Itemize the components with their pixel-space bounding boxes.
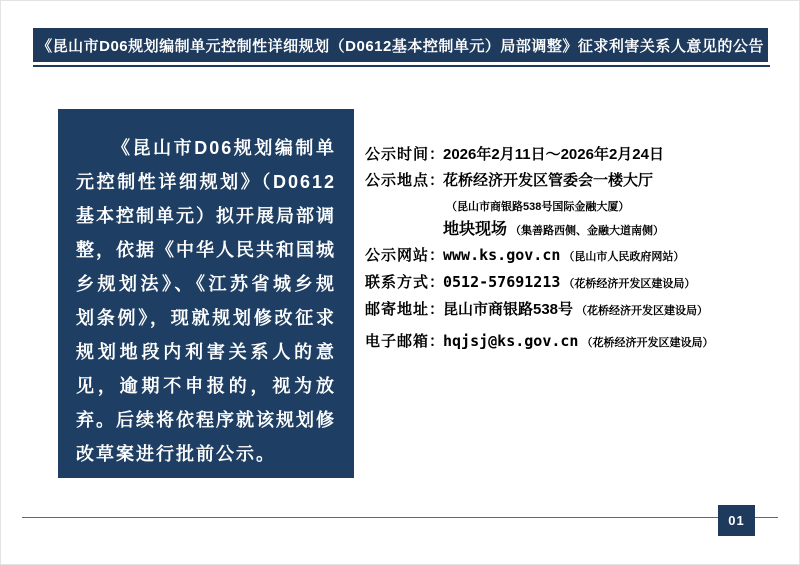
detail-row-email (365, 330, 713, 351)
site-note: （集善路西侧、金融大道南侧） (510, 225, 665, 237)
website-label: 公示网站： (365, 247, 446, 264)
location-label: 公示地点： (365, 172, 446, 189)
time-label: 公示时间： (365, 146, 446, 163)
page-number: 01 (728, 513, 745, 528)
email-note: （花桥经济开发区建设局） (581, 337, 714, 349)
mail-address-label: 邮寄地址： (365, 301, 446, 318)
website-note: （昆山市人民政府网站） (563, 251, 685, 263)
detail-row-mail-address (365, 298, 708, 319)
detail-row-time (365, 143, 664, 164)
announcement-title-bar (33, 28, 768, 62)
title-underline (33, 65, 770, 67)
detail-row-phone (365, 271, 695, 292)
footer-divider-line (22, 517, 778, 518)
mail-address-note: （花桥经济开发区建设局） (576, 305, 709, 317)
location-value: 花桥经济开发区管委会一楼大厅 (443, 172, 654, 189)
phone-note: （花桥经济开发区建设局） (563, 278, 696, 290)
phone-label: 联系方式： (365, 274, 446, 291)
notice-text-panel (58, 109, 354, 478)
phone-value: 0512-57691213 (443, 273, 561, 291)
time-value: 2026年2月11日～2026年2月24日 (443, 146, 664, 163)
page-number-badge (718, 505, 755, 536)
location-address-note: （昆山市商银路538号国际金融大厦） (446, 201, 630, 213)
mail-address-value: 昆山市商银路538号 (443, 301, 574, 318)
notice-paragraph: 《昆山市D06规划编制单元控制性详细规划》（D0612基本控制单元）拟开展局部调整，依据《中华人民共和国城乡规划法》、《江苏省城乡规划条例》，现就规划修改征求规划地段内利害关系人的意见，逾期不申报的，视为放弃。后续将依程序就该规划修改草案进行批前公示。 (76, 138, 336, 464)
website-value: www.ks.gov.cn (443, 246, 561, 264)
page-title: 《昆山市D06规划编制单元控制性详细规划（D0612基本控制单元）局部调整》征求利害关系人意见的公告 (37, 37, 764, 55)
detail-row-location (365, 169, 653, 190)
detail-row-site (365, 216, 664, 239)
detail-row-location-address (365, 197, 629, 215)
site-value: 地块现场 (443, 221, 508, 238)
email-value: hqjsj@ks.gov.cn (443, 332, 579, 350)
email-label: 电子邮箱： (365, 333, 446, 350)
detail-row-website (365, 244, 684, 265)
